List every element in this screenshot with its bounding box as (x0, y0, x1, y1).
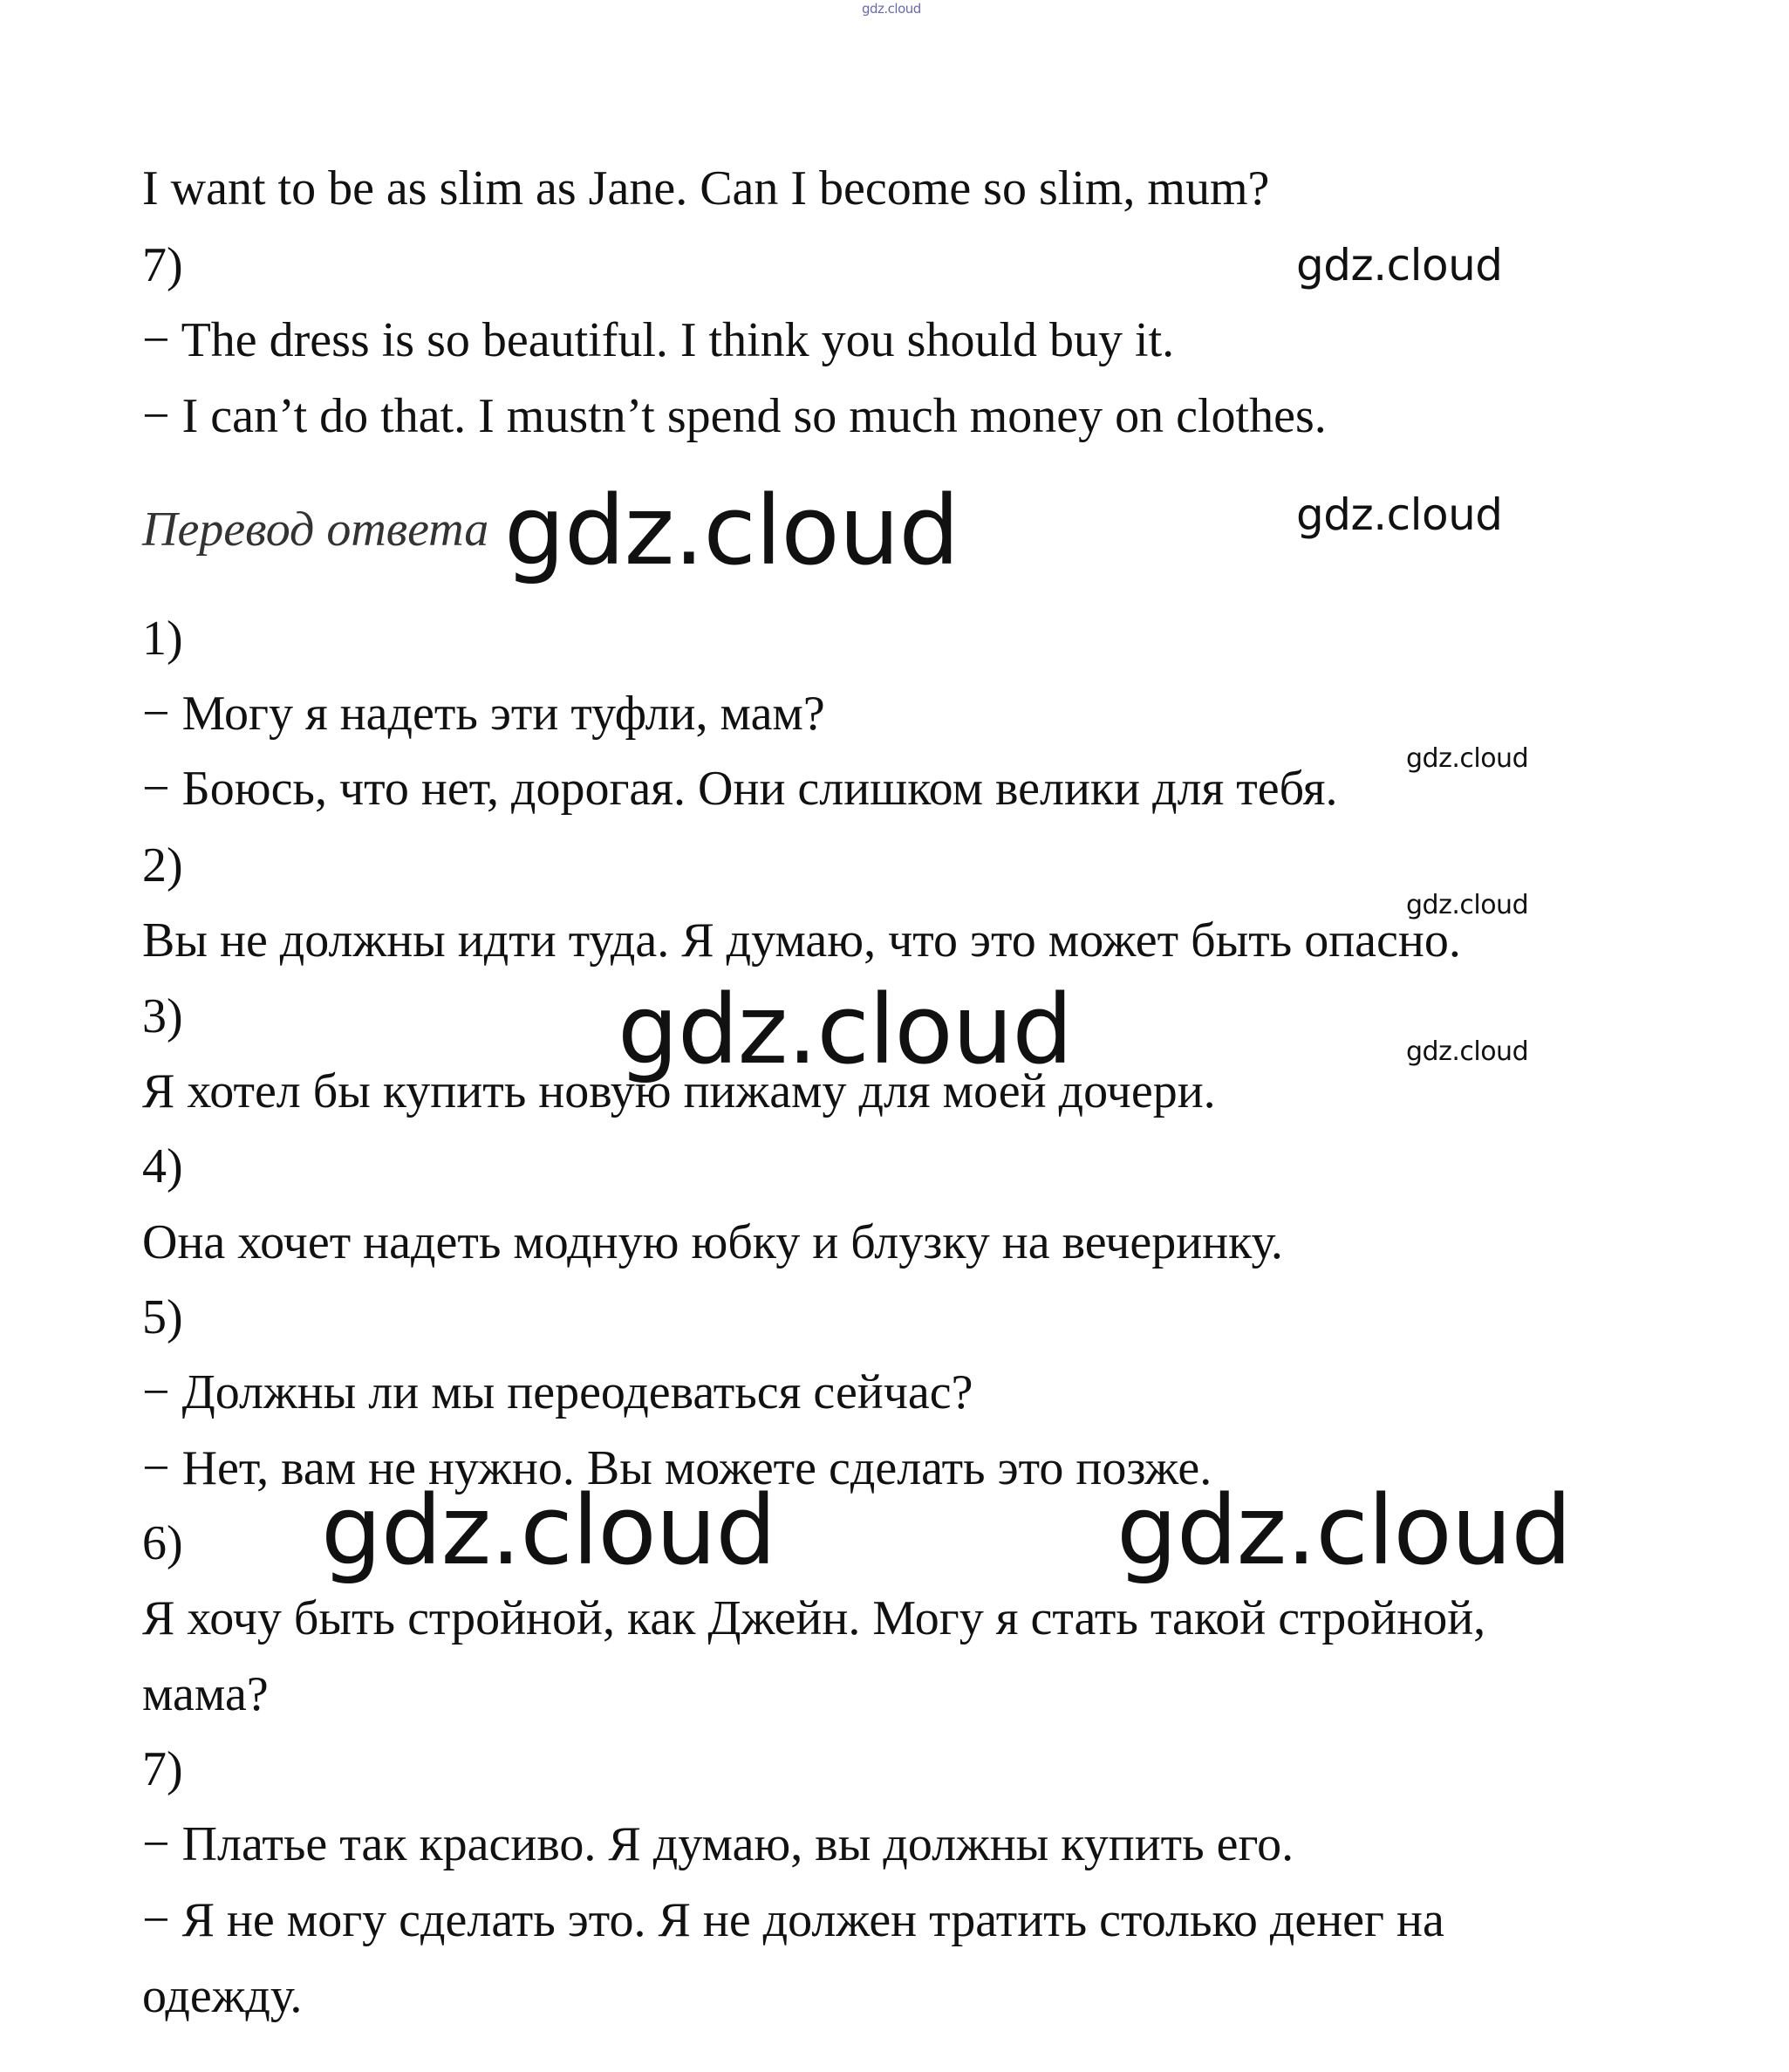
watermark: gdz.cloud (1296, 489, 1503, 540)
text-line-22: − Платье так красиво. Я думаю, вы должны купить его. (142, 1817, 1294, 1871)
text-line-17: − Нет, вам не нужно. Вы можете сделать это позже. (142, 1441, 1212, 1495)
text-line-1: I want to be as slim as Jane. Can I become so slim, mum? (142, 161, 1270, 215)
text-line-19: Я хочу быть стройной, как Джейн. Могу я стать такой стройной, (142, 1591, 1486, 1645)
item-number-5: 5) (142, 1290, 183, 1344)
section-heading-translation: Перевод ответа (142, 503, 489, 557)
item-number-4: 4) (142, 1139, 183, 1193)
text-line-20: мама? (142, 1667, 269, 1721)
watermark: gdz.cloud (1296, 240, 1503, 291)
watermark: gdz.cloud (1406, 890, 1529, 920)
watermark: gdz.cloud (1406, 743, 1529, 774)
text-line-3: − The dress is so beautiful. I think you should buy it. (142, 313, 1175, 367)
item-number-1: 1) (142, 612, 183, 666)
item-number-7-en: 7) (142, 238, 183, 292)
text-line-7: − Могу я надеть эти туфли, мам? (142, 687, 825, 741)
watermark: gdz.cloud (504, 475, 959, 586)
text-line-4: − I can’t do that. I mustn’t spend so much money on clothes. (142, 389, 1327, 443)
watermark: gdz.cloud (1116, 1474, 1572, 1586)
text-line-8: − Боюсь, что нет, дорогая. Они слишком велики для тебя. (142, 762, 1338, 816)
text-line-10: Вы не должны идти туда. Я думаю, что это может быть опасно. (142, 913, 1461, 968)
text-line-24: одежду. (142, 1969, 303, 2023)
text-line-12: Я хотел бы купить новую пижаму для моей дочери. (142, 1064, 1216, 1118)
text-line-23: − Я не могу сделать это. Я не должен тратить столько денег на (142, 1893, 1444, 1947)
item-number-2: 2) (142, 838, 183, 892)
watermark: gdz.cloud (321, 1474, 776, 1586)
text-line-14: Она хочет надеть модную юбку и блузку на вечеринку. (142, 1215, 1283, 1269)
item-number-6: 6) (142, 1516, 183, 1570)
item-number-3: 3) (142, 989, 183, 1043)
top-watermark: gdz.cloud (862, 1, 921, 17)
watermark: gdz.cloud (618, 974, 1073, 1085)
watermark: gdz.cloud (1406, 1036, 1529, 1067)
text-line-16: − Должны ли мы переодеваться сейчас? (142, 1365, 973, 1419)
item-number-7-ru: 7) (142, 1742, 183, 1796)
